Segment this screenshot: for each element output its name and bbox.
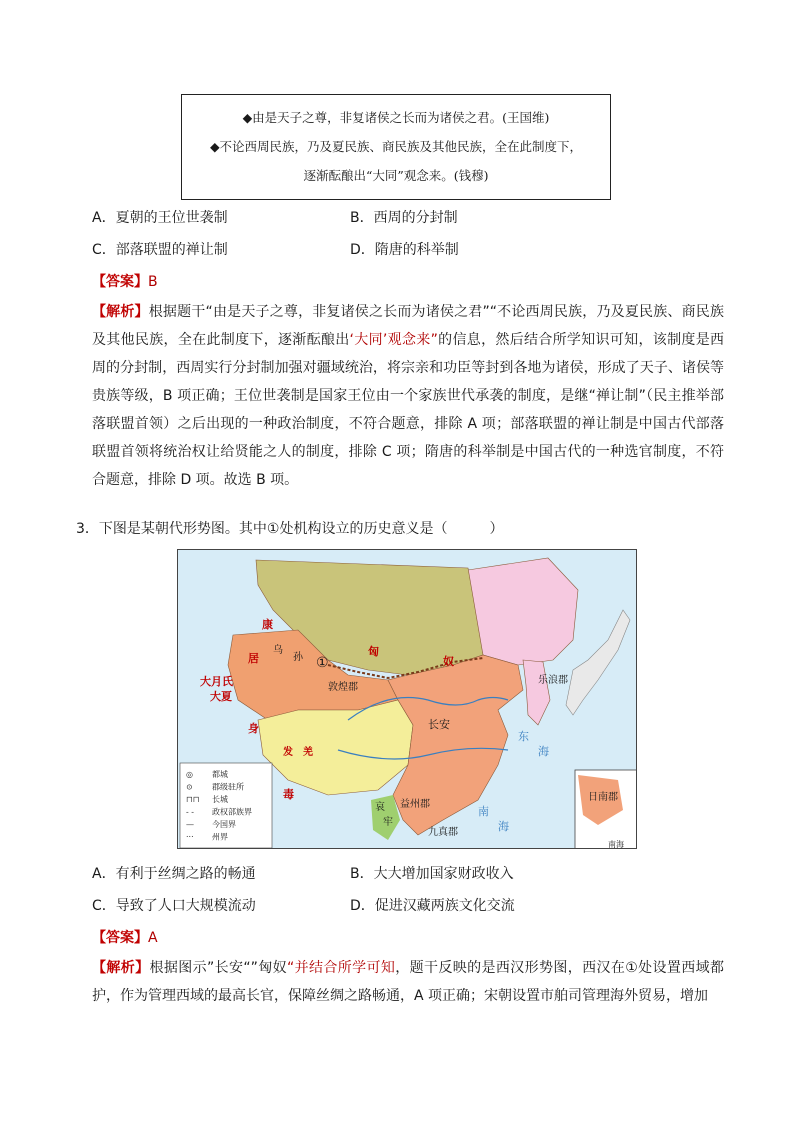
legend-symbol: ··· xyxy=(186,832,194,842)
label-jiuzhen: 九真郡 xyxy=(428,827,458,838)
label-du: 毒 xyxy=(283,788,294,801)
legend-label: 今国界 xyxy=(212,820,236,829)
legend-symbol: - - xyxy=(186,807,194,817)
label-daxia: 大夏 xyxy=(210,690,232,703)
label-hai2: 海 xyxy=(498,820,509,833)
quote-line-1: ◆由是天子之尊，非复诸侯之长而为诸侯之君。(王国维) xyxy=(242,110,550,125)
label-qiang: 羌 xyxy=(303,747,313,758)
q3-option-b[interactable]: B．大大增加国家财政收入 xyxy=(350,866,514,882)
legend-label: 长城 xyxy=(212,795,228,804)
label-sun: 孙 xyxy=(293,652,303,663)
label-ju: 居 xyxy=(248,652,259,665)
label-nu: 奴 xyxy=(443,655,454,668)
q2-option-c[interactable]: C．部落联盟的禅让制 xyxy=(92,242,228,258)
map-marker-1: ① xyxy=(316,655,329,671)
label-nanhai-inset: 南海 xyxy=(608,840,624,849)
answer-value: A xyxy=(148,930,158,946)
answer-label: 【答案】 xyxy=(92,274,148,290)
label-fa: 发 xyxy=(283,747,293,758)
q3-stem: 3．下图是某朝代形势图。其中①处机构设立的历史意义是（ ） xyxy=(76,521,504,537)
quote-line-2: ◆不论西周民族，乃及夏民族、商民族及其他民族，全在此制度下， xyxy=(209,139,583,154)
northeast-region xyxy=(468,558,578,665)
label-changan: 长安 xyxy=(428,718,450,731)
label-kang: 康 xyxy=(262,618,273,631)
legend-label: 都城 xyxy=(212,770,228,779)
analysis-text-4: 的信息，然后结合所学知识可知，该制度是西周的分封制，西周实行分封制加强对疆域统治，将宗亲和功臣等封到各地为诸侯，形成了天子、诸侯等贵族等级，B 项正确；王位世袭制是国家王位由一个家族世代承袭的制度，是继“禅让制”（民主推举部落联盟首领）之后出现的一种政治制度，不符合题意，排除 A 项；部落联盟的禅让制是中国古代部落联盟首领将统治权让给贤能之人的制度，排除 C 项；隋唐的科举制是中国古代的一种选官制度，不符合题意，排除 D 项。故选 B 项。 xyxy=(92,332,725,488)
label-lao: 牢 xyxy=(383,817,393,828)
q2-option-b[interactable]: B．西周的分封制 xyxy=(350,210,458,226)
q3-answer xyxy=(92,928,158,948)
analysis-text-3: ，题干反映的是西汉形势图，西汉在①处设置西域都护，作为管理西域的最高长官，保障丝绸之路畅通，A 项正确；宋朝设置市舶司管理海外贸易，增加 xyxy=(92,960,725,1004)
quote-box xyxy=(181,94,611,200)
analysis-text-3: ‘大同’观念来” xyxy=(349,332,438,348)
legend-label: 郡级驻所 xyxy=(212,782,244,792)
western-han-map xyxy=(177,549,637,849)
legend-label: 州界 xyxy=(212,832,228,842)
label-ai: 哀 xyxy=(375,802,385,813)
answer-label: 【答案】 xyxy=(92,930,148,946)
analysis-text-2: “并结合所学可知 xyxy=(287,960,396,976)
legend-label: 政权部族界 xyxy=(212,807,252,817)
label-yizhou: 益州郡 xyxy=(400,799,430,810)
quote-line-3: 逐渐酝酿出“大同”观念来。(钱穆) xyxy=(303,168,489,183)
q3-option-a[interactable]: A．有利于丝绸之路的畅通 xyxy=(92,866,256,882)
q3-option-c[interactable]: C．导致了人口大规模流动 xyxy=(92,898,256,914)
label-hai: 海 xyxy=(538,745,549,758)
label-dayuezhi: 大月氏 xyxy=(200,675,233,688)
label-xiong: 匈 xyxy=(368,645,379,658)
q2-analysis xyxy=(92,298,724,494)
analysis-text-1: 根据题干 xyxy=(148,304,206,320)
legend-symbol: — xyxy=(186,820,194,829)
label-dunhuang: 敦煌郡 xyxy=(328,682,358,693)
label-rinan: 日南郡 xyxy=(588,792,618,803)
label-nan: 南 xyxy=(478,805,489,818)
label-dong: 东 xyxy=(518,730,529,743)
answer-value: B xyxy=(148,274,158,290)
legend-symbol: ⊓⊓ xyxy=(186,795,200,804)
map-svg xyxy=(178,550,637,849)
q2-option-a[interactable]: A．夏朝的王位世袭制 xyxy=(92,210,228,226)
q2-option-d[interactable]: D．隋唐的科举制 xyxy=(350,242,459,258)
analysis-label: 【解析】 xyxy=(92,304,149,320)
analysis-text-2: “由是天子之尊，非复诸侯之长而为诸侯之君”“不论西周民族，乃及夏民族、商民族及其他民族，全在此制度下，逐渐酝酿出 xyxy=(92,304,724,348)
q3-option-d[interactable]: D．促进汉藏两族文化交流 xyxy=(350,898,515,914)
analysis-text-1: 根据图示”长安“”匈奴 xyxy=(149,960,287,976)
analysis-label: 【解析】 xyxy=(92,960,150,976)
legend-symbol: ⊙ xyxy=(186,782,193,792)
q2-answer xyxy=(92,272,158,292)
label-wu: 乌 xyxy=(273,645,283,656)
q3-analysis xyxy=(92,954,724,1010)
legend-symbol: ◎ xyxy=(186,770,193,779)
label-shen: 身 xyxy=(248,722,259,735)
label-lelang: 乐浪郡 xyxy=(538,675,568,686)
